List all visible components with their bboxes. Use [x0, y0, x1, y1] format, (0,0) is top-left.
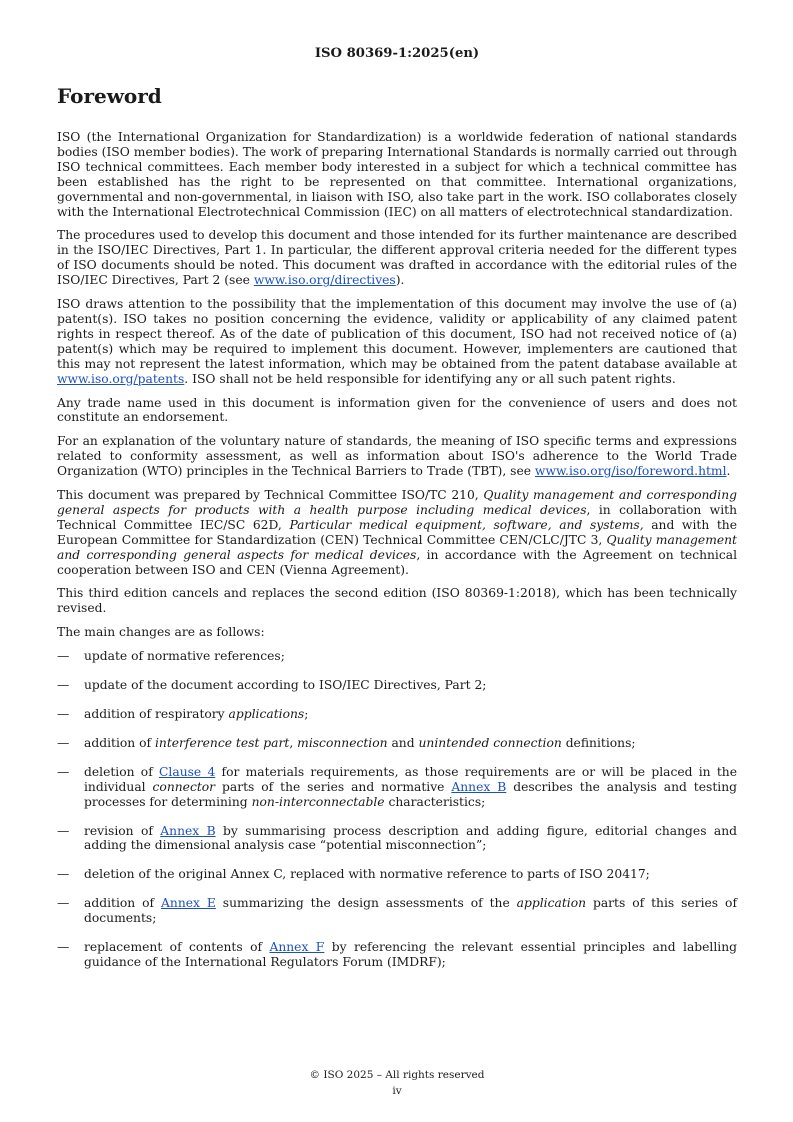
list-item: — deletion of the original Annex C, replaced with normative reference to parts of ISO 20417; — [57, 867, 650, 882]
page-title: Foreword — [57, 84, 162, 108]
clause-4-link[interactable]: Clause 4 — [159, 764, 216, 779]
list-item: — revision of Annex B by summarising process description and adding figure, editorial changes and adding the dimensional analysis case “potential misconnection”; — [57, 823, 737, 853]
paragraph-iso-intro: ISO (the International Organization for Standardization) is a worldwide federation of national standards bodies (ISO member bodies). The work of preparing International Standards is normally carried out through ISO technical committees. Each member body interested in a subject for which a technical committee has been established has the right to be represented on that committee. International organizations, governmental and non-governmental, in liaison with ISO, also take part in the work. ISO collaborates closely with the International Electrotechnical Commission (IEC) on all matters of electrotechnical standardization. — [57, 130, 737, 219]
foreword-body — [57, 130, 737, 984]
directives-link[interactable]: www.iso.org/directives — [253, 273, 396, 288]
document-header: ISO 80369-1:2025(en) — [314, 46, 480, 61]
list-item: — update of the document according to ISO/IEC Directives, Part 2; — [57, 678, 487, 693]
page-number: iv — [392, 1085, 402, 1097]
paragraph-trade-name: Any trade name used in this document is information given for the convenience of users and does not constitute an endorsement. — [57, 395, 737, 425]
annex-e-link[interactable]: Annex E — [161, 896, 216, 911]
foreword-link[interactable]: www.iso.org/iso/foreword.html — [534, 464, 727, 479]
paragraph-voluntary: For an explanation of the voluntary nature of standards, the meaning of ISO specific terms and expressions related to conformity assessment, as well as information about ISO's adherence to the World Trade Organization (WTO) principles in the Technical Barriers to Trade (TBT), see www.iso.org/iso/foreword.html. — [57, 434, 737, 479]
annex-f-link[interactable]: Annex F — [269, 940, 325, 955]
copyright-notice: © ISO 2025 – All rights reserved — [309, 1069, 485, 1081]
paragraph-main-changes: The main changes are as follows: — [57, 625, 265, 640]
paragraph-prepared-by: This document was prepared by Technical Committee ISO/TC 210, Quality management and corresponding general aspects for products with a health purpose including medical devices, in collaboration with Technical Committee IEC/SC 62D, Particular medical equipment, software, and systems, and with the European Committee for Standardization (CEN) Technical Committee CEN/CLC/JTC 3, Quality management and corresponding general aspects for medical devices, in accordance with the Agreement on technical cooperation between ISO and CEN (Vienna Agreement). — [57, 488, 738, 577]
changes-list — [57, 649, 737, 970]
paragraph-edition: This third edition cancels and replaces the second edition (ISO 80369-1:2018), which has been technically revised. — [57, 586, 737, 616]
paragraph-procedures: The procedures used to develop this document and those intended for its further maintenance are described in the ISO/IEC Directives, Part 1. In particular, the different approval criteria needed for the different types of ISO documents should be noted. This document was drafted in accordance with the editorial rules of the ISO/IEC Directives, Part 2 (see www.iso.org/directives). — [57, 228, 737, 288]
list-item: — addition of interference test part, misconnection and unintended connection definitions; — [57, 735, 636, 750]
list-item: — replacement of contents of Annex F by referencing the relevant essential principles and labelling guidance of the International Regulators Forum (IMDRF); — [57, 940, 738, 969]
list-item: — deletion of Clause 4 for materials requirements, as those requirements are or will be placed in the individual connector parts of the series and normative Annex B describes the analysis and testing processes for determining non-interconnectable characteristics; — [57, 764, 737, 809]
list-item: — update of normative references; — [57, 649, 285, 664]
annex-b-link[interactable]: Annex B — [160, 823, 216, 838]
patents-link[interactable]: www.iso.org/patents — [57, 371, 185, 386]
list-item: — addition of Annex E summarizing the design assessments of the application parts of this series of documents; — [57, 896, 737, 926]
list-item: — addition of respiratory applications; — [57, 707, 309, 721]
paragraph-patents: ISO draws attention to the possibility that the implementation of this document may involve the use of (a) patent(s). ISO takes no position concerning the evidence, validity or applicability of any claimed patent rights in respect thereof. As of the date of publication of this document, ISO had not received notice of (a) patent(s) which may be required to implement this document. However, implementers are cautioned that this may not represent the latest information, which may be obtained from the patent database available at www.iso.org/patents. ISO shall not be held responsible for identifying any or all such patent rights. — [57, 297, 737, 386]
annex-b-link[interactable]: Annex B — [451, 779, 507, 794]
page-footer — [57, 1067, 737, 1099]
